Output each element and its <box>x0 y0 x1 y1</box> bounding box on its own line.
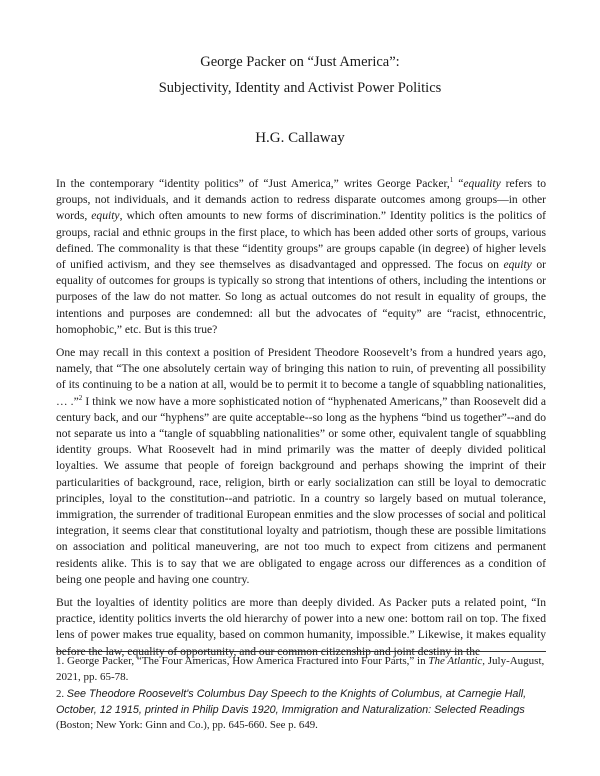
p2-text: One may recall in this context a position of President Theodore Roosevelt’s from a hundred years ago, namely, that “The one absolutely certain way of bringing this nation to ruin, of preventing all possibility of its continuing to be a nation at all, would be to permit it to become a tangle of squabbling nationalities, … .” <box>56 346 546 408</box>
p1-text: or equality of outcomes for groups is typically so strong that intentions of others, including the intentions or purposes of the law do not matter. So long as actual outcomes do not result in equality of groups, the intentions and purposes are condemned: all but the advocates of “equity” are “racist, ethnocentric, homophobic,” etc. But is this true? <box>56 258 546 336</box>
footnote-1 <box>56 654 546 685</box>
footnote-ref-2[interactable]: 2 <box>78 393 83 402</box>
footnote-2-text: (Boston; New York: Ginn and Co.), pp. 645-660. See p. 649. <box>56 719 318 731</box>
p1-text: , which often amounts to new forms of discrimination.” Identity politics is the politics of groups, racial and ethnic groups in the first place, to which has been added other sorts of groups, various defined. The commonality is that these “identity groups” are groups capable (in degree) of higher levels of unified activism, and they see themselves as disadvantaged and oppressed. The focus on <box>56 209 546 272</box>
author-name: H.G. Callaway <box>255 130 345 146</box>
footnote-1-text: , July-August, 2021, pp. 65-78. <box>56 655 545 683</box>
body-text <box>56 176 546 667</box>
title-line-2: Subjectivity, Identity and Activist Power Politics <box>158 80 442 96</box>
paragraph-1 <box>56 176 546 338</box>
p1-emphasis-equity: equity <box>503 258 532 272</box>
p1-emphasis-equity: equity <box>91 209 120 223</box>
p1-emphasis-equality: equality <box>463 177 501 190</box>
footnote-2-number: 2. <box>56 688 67 700</box>
paragraph-3: But the loyalties of identity politics are more than deeply divided. As Packer puts a related point, “In practice, identity politics inverts the old hierarchy of power into a new one: bottom rail on top. The fixed lens of power makes true equality, based on common humanity, impossible.” Likewise, it makes equality before the law, equality of opportunity, and our common citizenship and joint destiny in the <box>56 596 546 658</box>
footnote-1-text: 1. George Packer, “The Four Americas, How America Fractured into Four Parts,” in <box>56 655 429 667</box>
title-line-1: George Packer on “Just America”: <box>200 54 400 70</box>
p1-text: “ <box>453 177 464 190</box>
footnote-2 <box>56 687 546 734</box>
paragraph-2 <box>56 345 546 588</box>
footnote-divider <box>56 651 546 652</box>
footnotes <box>56 654 546 736</box>
p1-text: In the contemporary “identity politics” of “Just America,” writes George Packer, <box>56 177 450 190</box>
footnote-2-citation: See Theodore Roosevelt's Columbus Day Speech to the Knights of Columbus, at Carnegie Hall, October, 12 1915, printed in Philip Davis 1920, Immigration and Naturalization: Selected Readings <box>56 688 527 716</box>
footnote-ref-1[interactable]: 1 <box>449 176 454 185</box>
p1-text: refers to groups, not individuals, and it demands action to redress disparate outcomes among groups—in other words, <box>56 177 547 223</box>
p2-text: I think we now have a more sophisticated notion of “hyphenated Americans,” than Roosevelt did a century back, and our “hyphens” are quite acceptable--so long as the hyphens “bind us together”--and do not separate us into a “tangle of squabbling nationalities” or some other, equivalent tangle of squabbling identity groups. What Roosevelt had in mind primarily was the matter of deeply divided political loyalties. We assume that people of foreign background and perhaps showing the imprint of their particularities of background, race, religion, birth or early socialization can still be loyal to democratic principles, loyal to the constitution--and patriotic. In a country so largely based on mutual tolerance, immigration, the surrender of traditional European enmities and the slow processes of social and political integration, it seems clear that constitutional loyalty and patriotism, though these are possible limitations on association and political maneuvering, are not too much to expect from citizens and permanent residents alike. This is to say that we are obligated to engage across our differences as a condition of being one people and having one country. <box>56 394 546 586</box>
footnote-1-journal: The Atlantic <box>428 655 483 667</box>
